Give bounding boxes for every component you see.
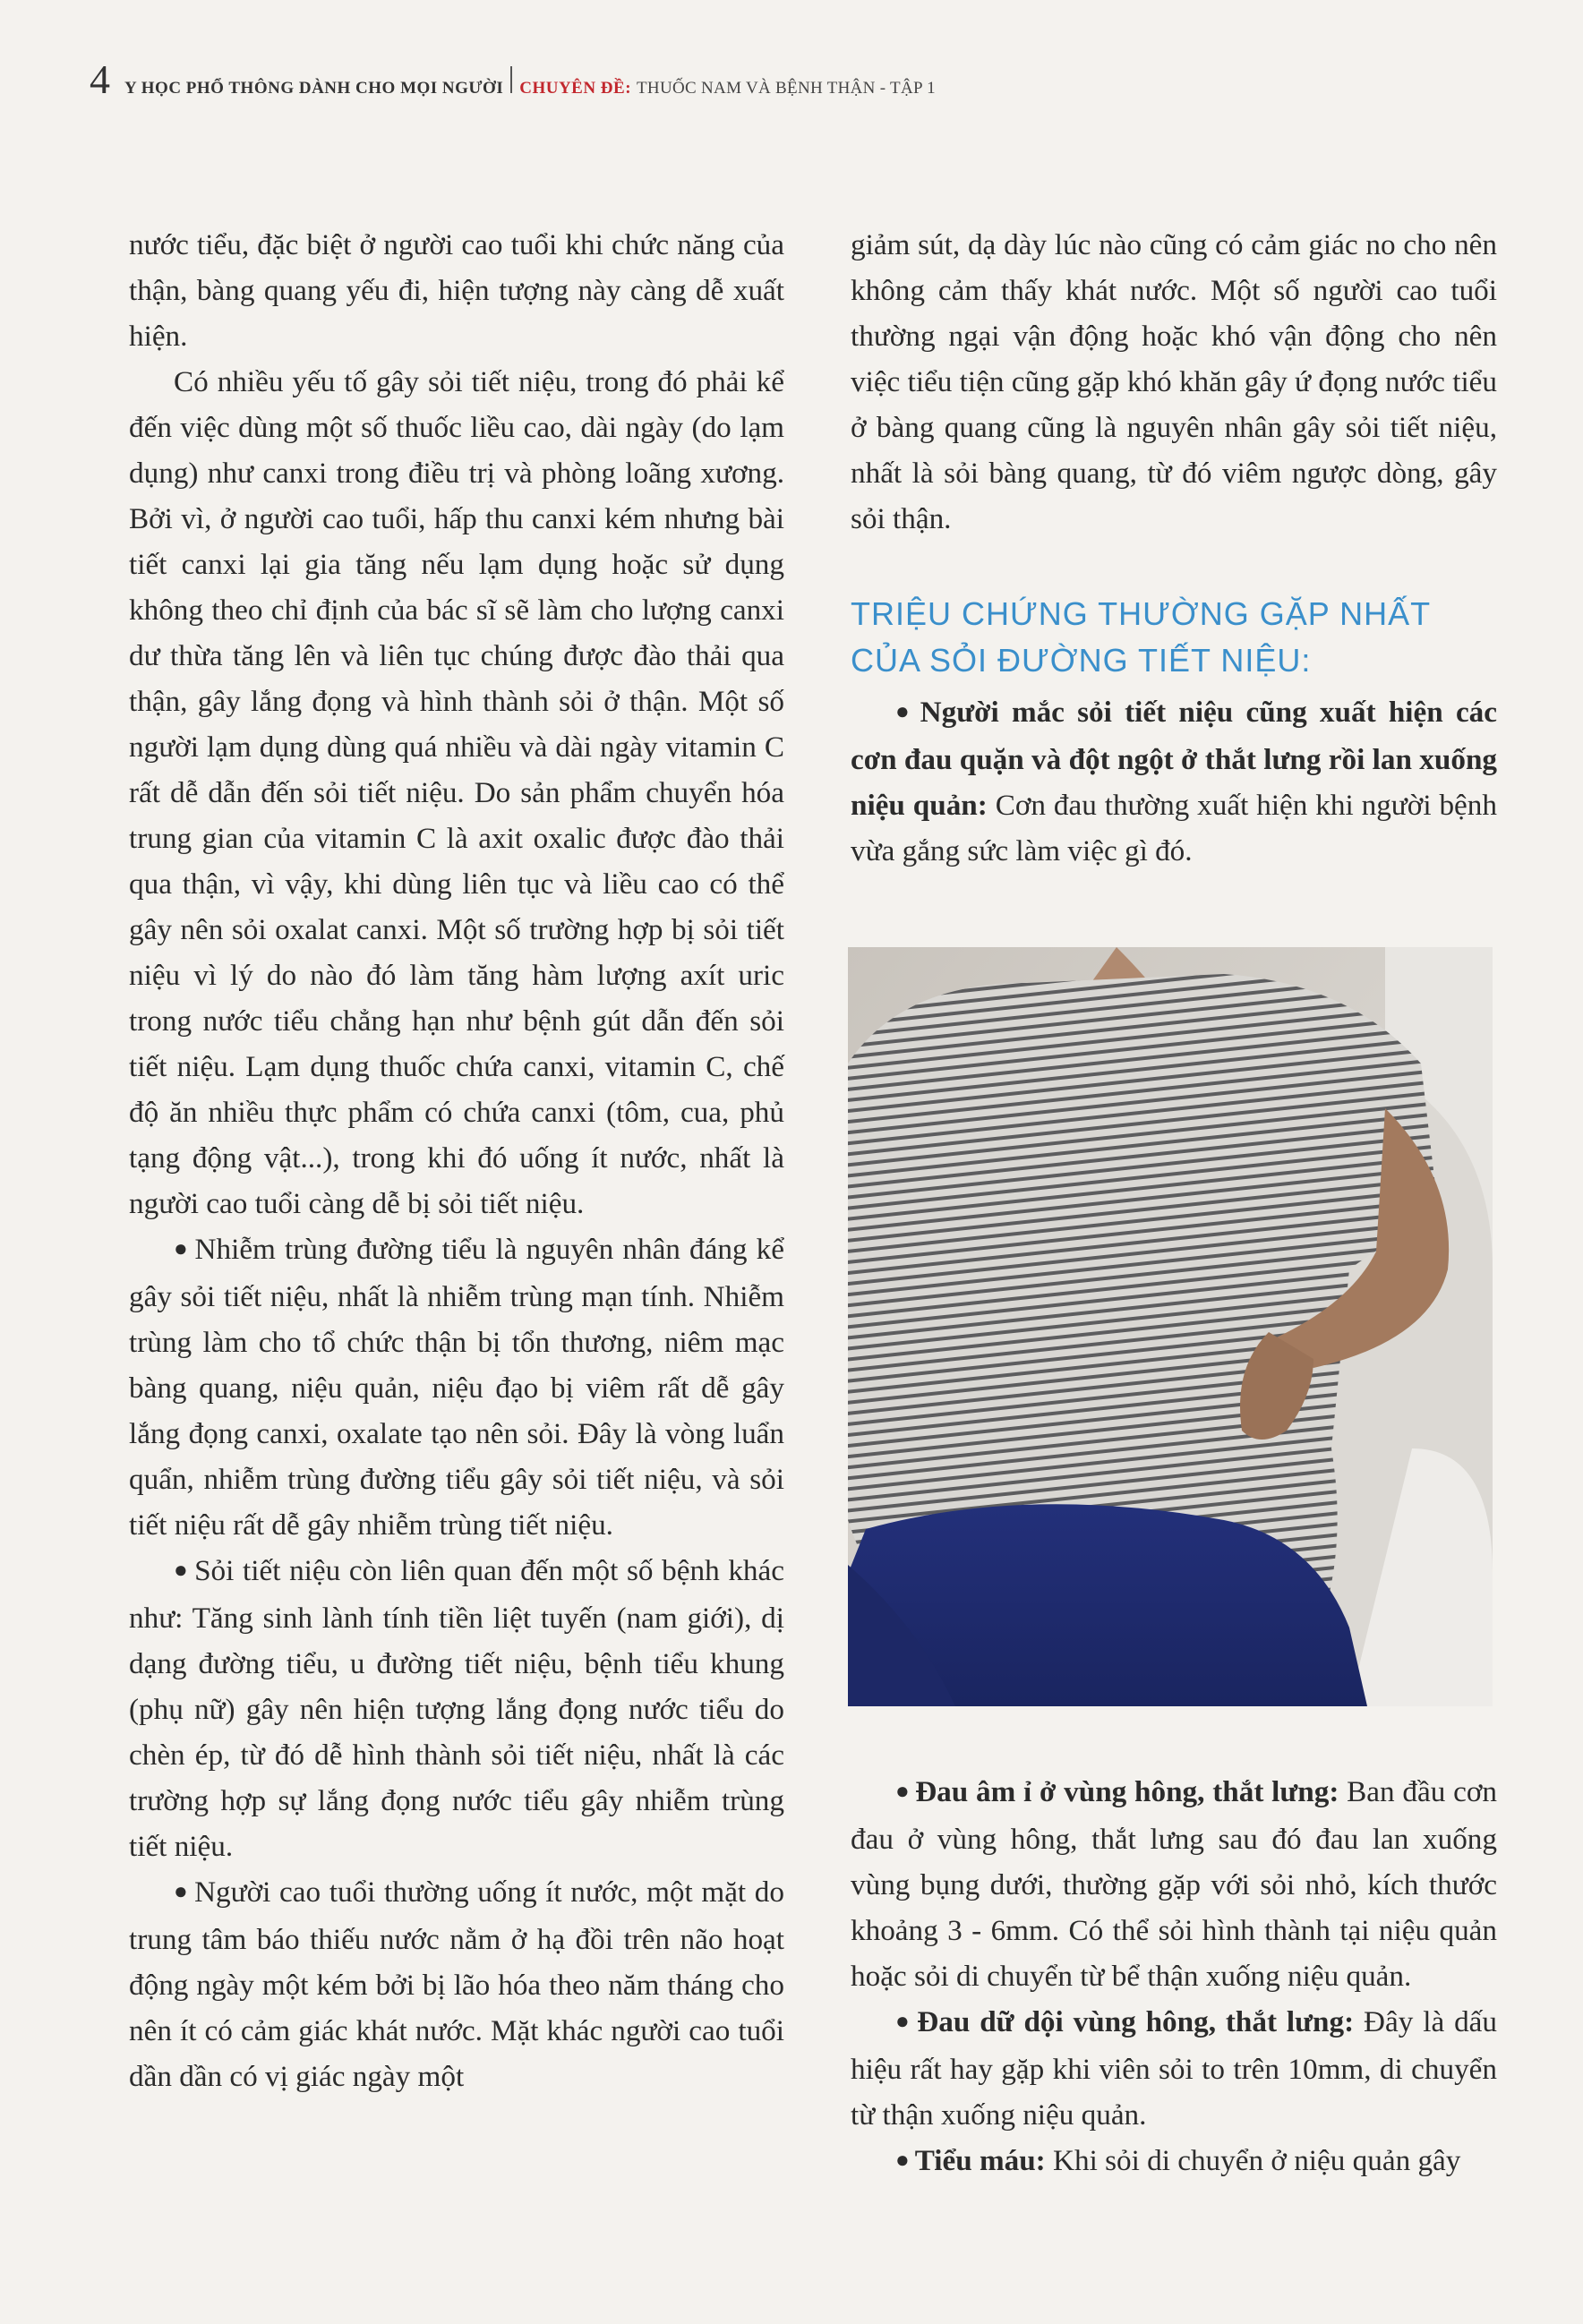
section-heading: TRIỆU CHỨNG THƯỜNG GẶP NHẤT CỦA SỎI ĐƯỜNG TIẾT NIỆU: <box>851 595 1431 679</box>
left-column <box>129 222 784 2099</box>
bullet-icon: ● <box>174 1557 190 1583</box>
bullet-paragraph <box>129 1548 784 1869</box>
paragraph: nước tiểu, đặc biệt ở người cao tuổi khi chức năng của thận, bàng quang yếu đi, hiện tượng này càng dễ xuất hiện. <box>129 228 784 353</box>
paragraph: Có nhiều yếu tố gây sỏi tiết niệu, trong đó phải kể đến việc dùng một số thuốc liều cao, dài ngày (do lạm dụng) như canxi trong điều trị và phòng loãng xương. Bởi vì, ở người cao tuổi, hấp thu canxi kém nhưng bài tiết canxi lại gia tăng nếu lạm dụng hoặc sử dụng không theo chỉ định của bác sĩ sẽ làm cho lượng canxi dư thừa tăng lên và liên tục chúng được đào thải qua thận, gây lắng đọng và hình thành sỏi ở thận. Một số người lạm dụng dùng quá nhiều và dài ngày vitamin C rất dễ dẫn đến sỏi tiết niệu. Do sản phẩm chuyển hóa trung gian của vitamin C là axit oxalic được đào thải qua thận, vì vậy, khi dùng liên tục và liều cao có thể gây nên sỏi oxalat canxi. Một số trường hợp bị sỏi tiết niệu vì lý do nào đó làm tăng hàm lượng axít uric trong nước tiểu chẳng hạn như bệnh gút dẫn đến sỏi tiết niệu. Lạm dụng thuốc chứa canxi, vitamin C, chế độ ăn nhiều thực phẩm có chứa canxi (tôm, cua, phủ tạng động vật...), trong khi đó uống ít nước, nhất là người cao tuổi càng dễ bị sỏi tiết niệu. <box>129 365 784 1220</box>
symptom-item <box>851 1999 1497 2138</box>
symptom-text: Cơn đau thường xuất hiện khi người bệnh vừa gắng sức làm việc gì đó. <box>851 789 1497 867</box>
symptom-title: Đau âm ỉ ở vùng hông, thắt lưng: <box>915 1775 1339 1808</box>
symptom-title: Đau dữ dội vùng hông, thắt lưng: <box>917 2005 1355 2038</box>
bullet-icon: ● <box>895 698 915 724</box>
bullet-icon: ● <box>895 2147 910 2173</box>
page-header <box>90 56 936 100</box>
bullet-text: Nhiễm trùng đường tiểu là nguyên nhân đáng kể gây sỏi tiết niệu, nhất là nhiễm trùng mạn tính. Nhiễm trùng làm cho tổ chức thận bị tổn thương, niêm mạc bàng quang, niệu quản, niệu đạo bị viêm rất dễ gây lắng đọng canxi, oxalate tạo nên sỏi. Đây là vòng luẩn quẩn, nhiễm trùng đường tiểu gây sỏi tiết niệu, và sỏi tiết niệu rất dễ gây nhiễm trùng tiết niệu. <box>129 1233 784 1542</box>
bullet-paragraph <box>129 1226 784 1548</box>
topic-label: CHUYÊN ĐỀ: <box>519 79 632 98</box>
back-pain-photo <box>848 947 1493 1706</box>
symptom-item <box>851 1769 1497 1999</box>
topic-title: THUỐC NAM VÀ BỆNH THẬN - TẬP 1 <box>637 79 936 98</box>
symptom-text: Đây là dấu hiệu rất hay gặp khi viên sỏi to trên 10mm, di chuyển từ thận xuống niệu quản. <box>851 2005 1497 2132</box>
bullet-text: Sỏi tiết niệu còn liên quan đến một số bệnh khác như: Tăng sinh lành tính tiền liệt tuyến (nam giới), dị dạng đường tiểu, u đường tiết niệu, bệnh tiểu khung (phụ nữ) gây nên hiện tượng lắng đọng nước tiểu do chèn ép, từ đó dễ hình thành sỏi tiết niệu, nhất là các trường hợp sự lắng đọng nước tiểu gây nhiễm trùng tiết niệu. <box>129 1554 784 1863</box>
header-divider <box>510 66 512 93</box>
symptom-item <box>851 689 1497 874</box>
right-column <box>851 222 1497 2185</box>
symptom-text: Ban đầu cơn đau ở vùng hông, thắt lưng sau đó đau lan xuống vùng bụng dưới, thường gặp với sỏi nhỏ, kích thước khoảng 3 - 6mm. Có thể sỏi hình thành tại niệu quản hoặc sỏi di chuyển từ bể thận xuống niệu quản. <box>851 1775 1497 1993</box>
bullet-text: Người cao tuổi thường uống ít nước, một mặt do trung tâm báo thiếu nước nằm ở hạ đồi trên não hoạt động ngày một kém bởi bị lão hóa theo năm tháng cho nên ít có cảm giác khát nước. Mặt khác người cao tuổi dần dần có vị giác ngày một <box>129 1875 784 2093</box>
bullet-icon: ● <box>895 1778 911 1804</box>
publication-title: Y HỌC PHỔ THÔNG DÀNH CHO MỌI NGƯỜI <box>124 79 504 98</box>
page-number: 4 <box>90 56 110 102</box>
bullet-paragraph <box>129 1869 784 2099</box>
paragraph: giảm sút, dạ dày lúc nào cũng có cảm giác no cho nên không cảm thấy khát nước. Một số người cao tuổi thường ngại vận động hoặc khó vận động cho nên việc tiểu tiện cũng gặp khó khăn gây ứ đọng nước tiểu ở bàng quang cũng là nguyên nhân gây sỏi tiết niệu, nhất là sỏi bàng quang, từ đó viêm ngược dòng, gây sỏi thận. <box>851 228 1497 535</box>
bullet-icon: ● <box>174 1878 190 1904</box>
bullet-icon: ● <box>895 2008 912 2034</box>
symptom-item <box>851 2138 1497 2185</box>
symptom-title: Người mắc sỏi tiết niệu cũng xuất hiện các cơn đau quặn và đột ngột ở thắt lưng rồi lan xuống niệu quản: <box>851 696 1497 822</box>
bullet-icon: ● <box>174 1235 190 1261</box>
symptom-text: Khi sỏi di chuyển ở niệu quản gây <box>1045 2144 1461 2177</box>
symptom-title: Tiểu máu: <box>914 2144 1046 2177</box>
